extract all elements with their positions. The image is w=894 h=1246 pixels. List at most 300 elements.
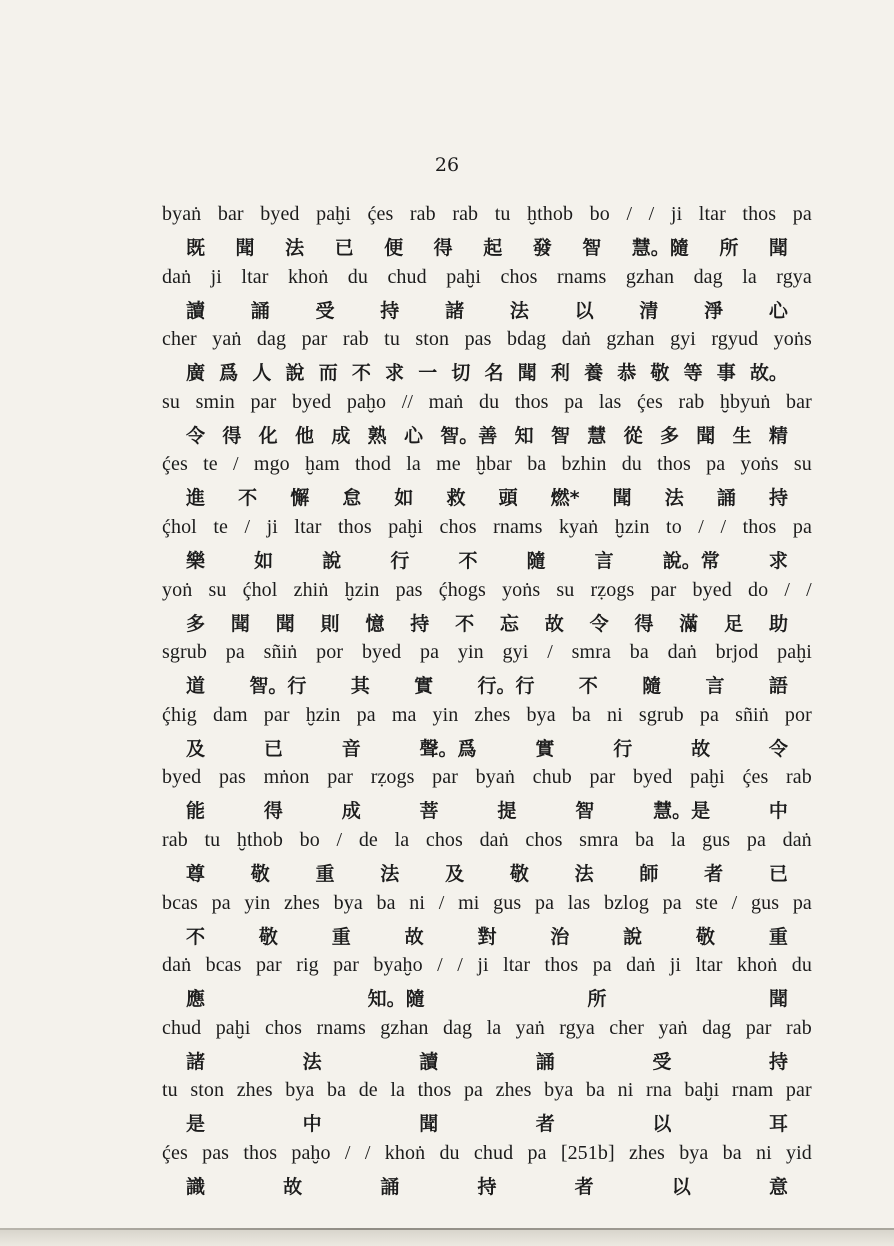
tibetan-word: / xyxy=(626,203,633,225)
tibetan-word: ni xyxy=(409,891,426,914)
chinese-char: 求 xyxy=(385,362,405,385)
tibetan-word: chud xyxy=(473,1142,514,1164)
tibetan-word: chos xyxy=(439,516,477,538)
chinese-char: 意 xyxy=(768,1176,788,1198)
chinese-char: 行 xyxy=(390,550,410,572)
tibetan-line xyxy=(162,641,812,664)
tibetan-word: / xyxy=(232,453,239,476)
chinese-char: 對 xyxy=(477,925,497,948)
tibetan-word: zhes xyxy=(236,1079,273,1102)
chinese-char: 不 xyxy=(238,487,258,510)
tibetan-word: yin xyxy=(244,891,271,914)
chinese-char: 行 xyxy=(613,737,633,760)
tibetan-word: byed xyxy=(692,578,732,601)
tibetan-word: chos xyxy=(500,265,538,288)
tibetan-word: par xyxy=(255,954,282,977)
chinese-char: 中 xyxy=(768,800,788,823)
chinese-char: 諸 xyxy=(186,1050,206,1073)
tibetan-word: du xyxy=(479,390,500,413)
chinese-char: 及 xyxy=(186,737,206,760)
tibetan-word: yid xyxy=(786,1142,812,1164)
tibetan-word: thos xyxy=(514,390,549,413)
tibetan-word: su xyxy=(162,390,180,413)
tibetan-word: la xyxy=(406,453,421,476)
tibetan-word: mgo xyxy=(253,453,290,476)
chinese-line xyxy=(162,796,812,823)
chinese-char: 讀 xyxy=(419,1050,439,1073)
chinese-char: 不 xyxy=(578,675,598,698)
chinese-char: 則 xyxy=(320,612,340,635)
tibetan-word: ni xyxy=(617,1079,634,1102)
tibetan-word: gzhan xyxy=(606,328,655,351)
tibetan-word: / xyxy=(344,1142,351,1164)
tibetan-word: pa xyxy=(225,641,245,664)
tibetan-word: / xyxy=(336,829,343,851)
tibetan-word: chud xyxy=(162,1016,202,1039)
chinese-char: 足 xyxy=(724,612,744,635)
tibetan-word: ji xyxy=(477,954,489,977)
chinese-char: 言 xyxy=(705,675,725,698)
tibetan-word: sñiṅ xyxy=(735,703,769,726)
chinese-char: 故 xyxy=(544,612,564,635)
chinese-char: 誦 xyxy=(380,1176,400,1198)
tibetan-word: pa xyxy=(211,891,231,914)
chinese-char: 樂 xyxy=(186,550,206,572)
tibetan-word: dag xyxy=(693,265,723,288)
tibetan-word: ma xyxy=(391,703,417,726)
chinese-char: 以 xyxy=(574,299,594,322)
tibetan-word: zhes xyxy=(495,1079,532,1102)
chinese-char: 得 xyxy=(263,800,283,823)
chinese-line xyxy=(162,984,812,1011)
chinese-char: 重 xyxy=(768,925,788,948)
chinese-char: 熟 xyxy=(367,424,387,447)
chinese-char: 持 xyxy=(768,1050,788,1073)
chinese-line xyxy=(162,421,812,448)
tibetan-word: rab xyxy=(785,1016,812,1039)
chinese-line xyxy=(162,734,812,761)
chinese-char: 等 xyxy=(683,362,703,385)
tibetan-line xyxy=(162,766,812,789)
tibetan-word: par xyxy=(327,766,354,789)
tibetan-word: ḉhig xyxy=(162,703,197,726)
chinese-line xyxy=(162,483,812,510)
chinese-char: 得 xyxy=(634,612,654,635)
tibetan-word: khoṅ xyxy=(736,954,778,977)
tibetan-line xyxy=(162,266,812,289)
tibetan-word: ḉes xyxy=(162,1142,188,1164)
tibetan-word: bar xyxy=(217,203,244,225)
tibetan-word: ḫbyuṅ xyxy=(719,390,771,413)
tibetan-word: par xyxy=(589,766,616,789)
page-edge-shadow xyxy=(0,1230,894,1246)
tibetan-word: cher xyxy=(609,1016,645,1039)
chinese-line xyxy=(162,546,812,573)
tibetan-word: / xyxy=(720,516,727,538)
chinese-char: 發 xyxy=(532,237,552,259)
chinese-char: 懈 xyxy=(290,487,310,510)
tibetan-word: te xyxy=(213,516,228,538)
tibetan-word: [251b] xyxy=(560,1142,615,1164)
tibetan-word: chos xyxy=(425,829,463,851)
tibetan-word: gyi xyxy=(502,641,529,664)
tibetan-line xyxy=(162,328,812,351)
chinese-char: 隨 xyxy=(526,550,546,572)
tibetan-word: daṅ xyxy=(479,829,509,851)
chinese-char: 中 xyxy=(302,1113,322,1136)
tibetan-line xyxy=(162,1017,812,1040)
chinese-char: 智。行 xyxy=(249,675,307,698)
tibetan-word: thos xyxy=(742,516,777,538)
chinese-char: 淨 xyxy=(704,299,724,322)
chinese-char: 怠 xyxy=(342,487,362,510)
chinese-char: 持 xyxy=(768,487,788,510)
chinese-char: 識 xyxy=(186,1176,206,1198)
tibetan-word: thod xyxy=(355,453,391,476)
chinese-char: 持 xyxy=(380,299,400,322)
tibetan-word: par xyxy=(301,328,328,351)
tibetan-word: zhes xyxy=(283,891,320,914)
chinese-char: 菩 xyxy=(419,800,439,823)
tibetan-word: byed xyxy=(260,203,300,225)
chinese-char: 心 xyxy=(403,424,423,447)
chinese-char: 誦 xyxy=(716,487,736,510)
tibetan-word: / xyxy=(648,203,655,225)
chinese-char: 應 xyxy=(186,988,206,1011)
tibetan-word: paḫi xyxy=(777,641,812,664)
tibetan-word: ni xyxy=(606,703,623,726)
chinese-char: 語 xyxy=(768,675,788,698)
chinese-char: 誦 xyxy=(535,1050,555,1073)
tibetan-word: yoṅs xyxy=(773,328,812,351)
tibetan-word: rab xyxy=(342,328,369,351)
chinese-char: 受 xyxy=(315,299,335,322)
tibetan-word: ḫzin xyxy=(344,578,380,601)
chinese-char: 慧。隨 xyxy=(631,237,689,259)
chinese-char: 便 xyxy=(384,237,404,259)
tibetan-word: pa xyxy=(527,1142,547,1164)
tibetan-word: do xyxy=(747,578,769,601)
tibetan-word: byed xyxy=(633,766,673,789)
chinese-char: 隨 xyxy=(642,675,662,698)
tibetan-word: ḫbar xyxy=(476,453,512,476)
tibetan-word: du xyxy=(791,954,812,977)
tibetan-word: gzhan xyxy=(625,265,675,288)
chinese-char: 聞 xyxy=(612,487,632,510)
tibetan-word: / xyxy=(806,578,812,601)
tibetan-line xyxy=(162,1142,812,1165)
tibetan-word: ḉhol xyxy=(242,578,278,601)
chinese-char: 師 xyxy=(639,863,659,885)
tibetan-word: bzlog xyxy=(603,891,649,914)
chinese-char: 音 xyxy=(341,737,361,760)
tibetan-word: rnam xyxy=(731,1079,774,1102)
chinese-char: 如 xyxy=(394,487,414,510)
tibetan-word: ston xyxy=(415,328,450,351)
tibetan-word: ni xyxy=(756,1142,772,1164)
chinese-line xyxy=(162,296,812,323)
page-number: 26 xyxy=(434,154,460,176)
tibetan-word: // xyxy=(401,390,414,413)
chinese-char: 名 xyxy=(484,362,504,385)
tibetan-word: ḉes xyxy=(742,766,769,789)
tibetan-word: sñiṅ xyxy=(263,641,298,664)
tibetan-line xyxy=(162,391,812,414)
tibetan-word: pa xyxy=(564,390,584,413)
chinese-char: 令 xyxy=(589,612,609,635)
tibetan-word: las xyxy=(567,891,591,914)
tibetan-word: ba xyxy=(629,641,649,664)
chinese-char: 故。 xyxy=(749,362,788,385)
tibetan-word: la xyxy=(394,829,410,851)
tibetan-word: pas xyxy=(202,1142,230,1164)
chinese-char: 養 xyxy=(584,362,604,385)
tibetan-word: kyaṅ xyxy=(558,516,599,538)
chinese-line xyxy=(162,671,812,698)
chinese-char: 聞 xyxy=(768,237,788,259)
tibetan-word: ba xyxy=(527,453,547,476)
tibetan-word: byed xyxy=(291,390,332,413)
chinese-char: 爲 xyxy=(219,362,239,385)
tibetan-line xyxy=(162,954,812,977)
tibetan-word: bya xyxy=(526,703,556,726)
tibetan-word: ste xyxy=(695,891,718,914)
tibetan-word: rig xyxy=(296,954,319,977)
chinese-char: 實 xyxy=(535,737,555,760)
tibetan-word: ltar xyxy=(698,203,726,225)
tibetan-word: ḉhol xyxy=(162,516,197,538)
tibetan-word: par xyxy=(745,1016,772,1039)
tibetan-word: / xyxy=(244,516,251,538)
chinese-char: 說 xyxy=(285,362,305,385)
chinese-char: 如 xyxy=(254,550,274,572)
chinese-char: 忘 xyxy=(499,612,519,635)
chinese-char: 慧 xyxy=(587,424,607,447)
chinese-char: 法 xyxy=(509,299,529,322)
chinese-char: 聞 xyxy=(275,612,295,635)
tibetan-word: thos xyxy=(337,516,372,538)
tibetan-word: me xyxy=(436,453,461,476)
tibetan-word: / xyxy=(731,891,738,914)
chinese-char: 燃* xyxy=(550,487,580,510)
tibetan-word: pa xyxy=(792,516,812,538)
chinese-line xyxy=(162,859,812,886)
tibetan-word: maṅ xyxy=(428,390,464,413)
tibetan-word: smra xyxy=(571,641,611,664)
chinese-char: 既 xyxy=(186,237,206,259)
chinese-char: 重 xyxy=(315,863,335,885)
tibetan-word: dam xyxy=(212,703,248,726)
chinese-char: 智 xyxy=(550,424,570,447)
chinese-char: 道 xyxy=(186,675,206,698)
chinese-char: 多 xyxy=(186,612,206,635)
chinese-char: 所 xyxy=(587,988,607,1011)
tibetan-word: paḫo xyxy=(291,1142,331,1164)
chinese-char: 智 xyxy=(582,237,602,259)
tibetan-word: ḫthob xyxy=(527,203,574,225)
chinese-char: 諸 xyxy=(445,299,465,322)
tibetan-word: ba xyxy=(635,829,655,851)
tibetan-word: ji xyxy=(210,265,222,288)
chinese-char: 誦 xyxy=(250,299,270,322)
tibetan-word: yoṅs xyxy=(740,453,779,476)
tibetan-word: ḉes xyxy=(162,453,188,476)
tibetan-word: thos xyxy=(657,453,691,476)
chinese-line xyxy=(162,1172,812,1199)
chinese-char: 精 xyxy=(768,424,788,447)
tibetan-line xyxy=(162,892,812,915)
tibetan-word: ltar xyxy=(294,516,322,538)
chinese-char: 敬 xyxy=(509,863,529,885)
chinese-char: 不 xyxy=(351,362,371,385)
tibetan-word: ltar xyxy=(695,954,723,977)
tibetan-word: ḉes xyxy=(367,203,394,225)
tibetan-word: paḫi xyxy=(388,516,424,538)
tibetan-word: cher xyxy=(162,328,197,351)
chinese-char: 一 xyxy=(418,362,438,385)
tibetan-word: yaṅ xyxy=(658,1016,688,1039)
tibetan-word: smra xyxy=(579,829,619,851)
tibetan-word: rab xyxy=(785,766,812,789)
chinese-char: 敬 xyxy=(250,863,270,885)
chinese-char: 不 xyxy=(455,612,475,635)
chinese-line xyxy=(162,358,812,385)
chinese-char: 以 xyxy=(652,1113,672,1136)
tibetan-word: pa xyxy=(356,703,376,726)
tibetan-word: smin xyxy=(195,390,235,413)
tibetan-word: ba xyxy=(327,1079,347,1102)
chinese-line xyxy=(162,922,812,949)
chinese-char: 事 xyxy=(716,362,736,385)
chinese-char: 是 xyxy=(186,1113,206,1136)
chinese-char: 已 xyxy=(334,237,354,259)
chinese-char: 滿 xyxy=(679,612,699,635)
tibetan-word: par xyxy=(263,703,290,726)
chinese-char: 敬 xyxy=(696,925,716,948)
tibetan-word: daṅ xyxy=(782,829,812,851)
chinese-char: 耳 xyxy=(768,1113,788,1136)
tibetan-word: daṅ xyxy=(162,954,192,977)
tibetan-word: tu xyxy=(494,203,511,225)
tibetan-word: bya xyxy=(285,1079,315,1102)
tibetan-word: par xyxy=(785,1079,812,1102)
tibetan-word: daṅ xyxy=(626,954,656,977)
chinese-line xyxy=(162,609,812,636)
tibetan-word: ḫthob xyxy=(236,829,283,851)
tibetan-word: su xyxy=(556,578,575,601)
tibetan-word: paḫo xyxy=(346,390,387,413)
tibetan-word: brjod xyxy=(715,641,759,664)
tibetan-word: por xyxy=(316,641,344,664)
chinese-char: 聞 xyxy=(517,362,537,385)
chinese-char: 敬 xyxy=(258,925,278,948)
tibetan-word: / xyxy=(457,954,463,977)
chinese-char: 智 xyxy=(575,800,595,823)
tibetan-word: chos xyxy=(525,829,563,851)
tibetan-word: par xyxy=(250,390,277,413)
tibetan-word: tu xyxy=(204,829,221,851)
chinese-char: 不 xyxy=(186,925,206,948)
chinese-char: 法 xyxy=(574,863,594,885)
chinese-char: 者 xyxy=(704,863,724,885)
chinese-char: 心 xyxy=(768,299,788,322)
tibetan-word: pa xyxy=(420,641,440,664)
tibetan-word: ji xyxy=(670,203,683,225)
tibetan-word: ltar xyxy=(503,954,531,977)
tibetan-word: thos xyxy=(544,954,579,977)
chinese-char: 慧。是 xyxy=(653,800,711,823)
tibetan-word: yin xyxy=(432,703,459,726)
tibetan-word: pa xyxy=(592,954,612,977)
tibetan-word: gyi xyxy=(670,328,696,351)
chinese-char: 清 xyxy=(639,299,659,322)
chinese-char: 敬 xyxy=(650,362,670,385)
tibetan-word: dag xyxy=(256,328,287,351)
chinese-char: 頭 xyxy=(498,487,518,510)
chinese-char: 受 xyxy=(652,1050,672,1073)
tibetan-line xyxy=(162,203,812,226)
tibetan-word: bdag xyxy=(507,328,547,351)
tibetan-line xyxy=(162,579,812,602)
chinese-char: 以 xyxy=(671,1176,691,1198)
tibetan-word: thos xyxy=(742,203,777,225)
tibetan-word: thos xyxy=(243,1142,278,1164)
chinese-char: 成 xyxy=(341,800,361,823)
tibetan-line xyxy=(162,516,812,539)
chinese-char: 故 xyxy=(691,737,711,760)
chinese-char: 不 xyxy=(458,550,478,572)
chinese-char: 言 xyxy=(594,550,614,572)
tibetan-word: la xyxy=(670,829,686,851)
chinese-char: 重 xyxy=(331,925,351,948)
tibetan-word: bya xyxy=(544,1079,574,1102)
chinese-char: 實 xyxy=(414,675,434,698)
tibetan-word: pas xyxy=(395,578,423,601)
chinese-char: 聞 xyxy=(235,237,255,259)
tibetan-word: thos xyxy=(417,1079,452,1102)
tibetan-word: rgya xyxy=(559,1016,595,1039)
tibetan-word: rab xyxy=(162,829,188,851)
tibetan-word: rgya xyxy=(776,265,812,288)
tibetan-word: chud xyxy=(387,265,427,288)
chinese-char: 切 xyxy=(451,362,471,385)
chinese-char: 說。常 xyxy=(662,550,720,572)
tibetan-word: ḫzin xyxy=(305,703,341,726)
tibetan-word: daṅ xyxy=(162,265,192,288)
chinese-char: 尊 xyxy=(186,863,206,885)
chinese-char: 救 xyxy=(446,487,466,510)
chinese-char: 恭 xyxy=(617,362,637,385)
tibetan-word: la xyxy=(390,1079,405,1102)
tibetan-word: pa xyxy=(463,1079,484,1102)
tibetan-word: mi xyxy=(458,891,480,914)
tibetan-word: rab xyxy=(678,390,705,413)
chinese-char: 聞 xyxy=(419,1113,439,1136)
tibetan-word: ji xyxy=(266,516,278,538)
tibetan-word: bar xyxy=(786,390,812,413)
tibetan-word: chub xyxy=(532,766,572,789)
chinese-char: 聲。爲 xyxy=(419,737,477,760)
chinese-char: 提 xyxy=(497,800,517,823)
tibetan-word: yin xyxy=(457,641,484,664)
tibetan-word: bya xyxy=(333,891,363,914)
tibetan-word: baḫi xyxy=(684,1079,720,1102)
chinese-char: 而 xyxy=(318,362,338,385)
tibetan-line xyxy=(162,829,812,852)
tibetan-word: rẓogs xyxy=(370,766,415,789)
tibetan-word: gus xyxy=(751,891,780,914)
chinese-char: 起 xyxy=(483,237,503,259)
